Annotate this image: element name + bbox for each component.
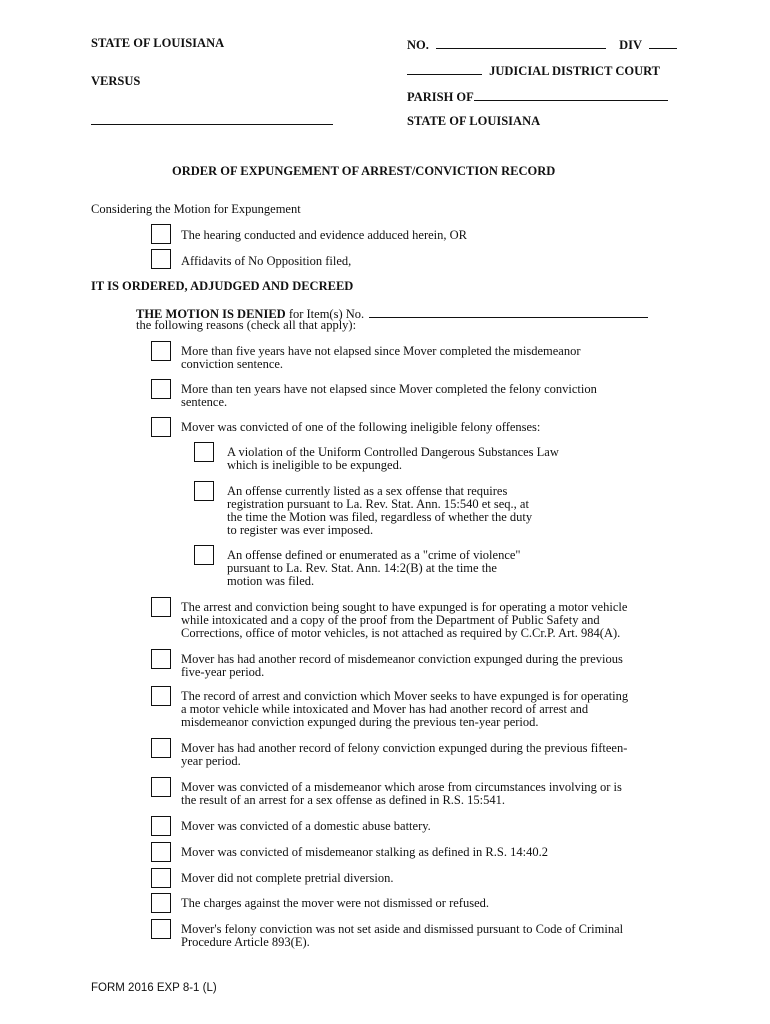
reason-line: Procedure Article 893(E).: [181, 935, 310, 949]
denied-bold: THE MOTION IS DENIED: [136, 307, 286, 321]
reason-checkbox[interactable]: [151, 379, 171, 399]
reason-line: five-year period.: [181, 665, 265, 679]
versus-label: VERSUS: [91, 74, 141, 88]
denied-line2: the following reasons (check all that apply):: [136, 318, 357, 332]
reason-line: Corrections, office of motor vehicles, is not attached as required by C.Cr.P. Art. 984(A).: [181, 626, 621, 640]
reason-checkbox[interactable]: [151, 868, 171, 888]
hearing-label: The hearing conducted and evidence adduced herein, OR: [181, 228, 467, 242]
hearing-checkbox[interactable]: [151, 224, 171, 244]
reason-line: conviction sentence.: [181, 357, 284, 371]
reason-text: [181, 897, 489, 910]
offense-line: pursuant to La. Rev. Stat. Ann. 14:2(B) at the time the: [227, 561, 497, 575]
offense-checkbox[interactable]: [194, 442, 214, 462]
reason-line: Mover was convicted of a misdemeanor which arose from circumstances involving or is: [181, 780, 622, 794]
court-row: [407, 62, 660, 79]
parish-field[interactable]: [474, 88, 668, 101]
parish-label: PARISH OF: [407, 90, 474, 104]
reason-line: year period.: [181, 754, 241, 768]
reason-checkbox[interactable]: [151, 893, 171, 913]
reason-line: The arrest and conviction being sought to have expunged is for operating a motor vehicle: [181, 600, 628, 614]
reason-checkbox[interactable]: [151, 417, 171, 437]
reason-line: The charges against the mover were not dismissed or refused.: [181, 896, 490, 910]
reason-line: while intoxicated and a copy of the proof from the Department of Public Safety and: [181, 613, 600, 627]
offense-checkbox[interactable]: [194, 481, 214, 501]
reason-text: [181, 846, 548, 859]
reason-text: [181, 742, 627, 768]
reason-checkbox[interactable]: [151, 816, 171, 836]
reason-line: sentence.: [181, 395, 228, 409]
offense-checkbox[interactable]: [194, 545, 214, 565]
defendant-line[interactable]: [91, 112, 333, 129]
offense-line: the time the Motion was filed, regardless of whether the duty: [227, 510, 533, 524]
offense-line: A violation of the Uniform Controlled Dangerous Substances Law: [227, 445, 559, 459]
reason-checkbox[interactable]: [151, 341, 171, 361]
document-title: ORDER OF EXPUNGEMENT OF ARREST/CONVICTION RECORD: [172, 164, 556, 178]
reason-line: More than five years have not elapsed since Mover completed the misdemeanor: [181, 344, 581, 358]
reason-text: [181, 421, 540, 434]
reason-line: Mover did not complete pretrial diversion.: [181, 871, 394, 885]
ordered-heading: IT IS ORDERED, ADJUDGED AND DECREED: [91, 279, 354, 293]
reason-text: [181, 383, 597, 409]
reason-text: [181, 923, 623, 949]
state-right: STATE OF LOUISIANA: [407, 114, 541, 128]
offense-line: to register was ever imposed.: [227, 523, 374, 537]
reason-checkbox[interactable]: [151, 919, 171, 939]
offense-text: [227, 446, 559, 472]
reason-text: [181, 872, 393, 885]
reason-text: [181, 653, 623, 679]
reason-text: [181, 820, 431, 833]
item-number-field[interactable]: [369, 305, 648, 318]
reason-checkbox[interactable]: [151, 649, 171, 669]
div-label: DIV: [619, 38, 642, 52]
parish-row: [407, 88, 668, 105]
reason-line: Mover's felony conviction was not set aside and dismissed pursuant to Code of Criminal: [181, 922, 624, 936]
affidavits-label: Affidavits of No Opposition filed,: [181, 254, 352, 268]
reason-line: Mover has had another record of misdemeanor conviction expunged during the previous: [181, 652, 623, 666]
reason-text: [181, 781, 622, 807]
div-field[interactable]: [649, 36, 677, 49]
reason-checkbox[interactable]: [151, 686, 171, 706]
district-field[interactable]: [407, 62, 482, 75]
offense-text: [227, 485, 532, 537]
reason-checkbox[interactable]: [151, 842, 171, 862]
reason-line: misdemeanor conviction expunged during the previous ten-year period.: [181, 715, 539, 729]
offense-line: registration pursuant to La. Rev. Stat. Ann. 15:540 et seq., at: [227, 497, 529, 511]
reason-line: More than ten years have not elapsed since Mover completed the felony conviction: [181, 382, 597, 396]
denied-text: for Item(s) No.: [288, 307, 365, 321]
reason-text: [181, 345, 581, 371]
reason-checkbox[interactable]: [151, 597, 171, 617]
state-left: STATE OF LOUISIANA: [91, 36, 225, 50]
offense-line: An offense currently listed as a sex offense that requires: [227, 484, 508, 498]
offense-line: An offense defined or enumerated as a "crime of violence": [227, 548, 521, 562]
reason-line: Mover was convicted of misdemeanor stalking as defined in R.S. 14:40.2: [181, 845, 548, 859]
reason-checkbox[interactable]: [151, 738, 171, 758]
reason-text: [181, 690, 628, 729]
offense-text: [227, 549, 521, 588]
form-number: FORM 2016 EXP 8-1 (L): [91, 982, 217, 994]
no-label: NO.: [407, 38, 429, 52]
reason-line: Mover was convicted of a domestic abuse battery.: [181, 819, 431, 833]
reason-text: [181, 601, 627, 640]
reason-line: The record of arrest and conviction which Mover seeks to have expunged is for operating: [181, 689, 629, 703]
reason-line: the result of an arrest for a sex offense as defined in R.S. 15:541.: [181, 793, 505, 807]
offense-line: motion was filed.: [227, 574, 315, 588]
reason-line: a motor vehicle while intoxicated and Mover has had another record of arrest and: [181, 702, 589, 716]
reason-checkbox[interactable]: [151, 777, 171, 797]
affidavits-checkbox[interactable]: [151, 249, 171, 269]
case-number-row: [407, 36, 677, 53]
reason-line: Mover has had another record of felony conviction expunged during the previous fifteen-: [181, 741, 628, 755]
case-number-field[interactable]: [436, 36, 606, 49]
reason-line: Mover was convicted of one of the following ineligible felony offenses:: [181, 420, 541, 434]
considering-text: Considering the Motion for Expungement: [91, 202, 301, 216]
offense-line: which is ineligible to be expunged.: [227, 458, 402, 472]
court-label: JUDICIAL DISTRICT COURT: [489, 64, 661, 78]
